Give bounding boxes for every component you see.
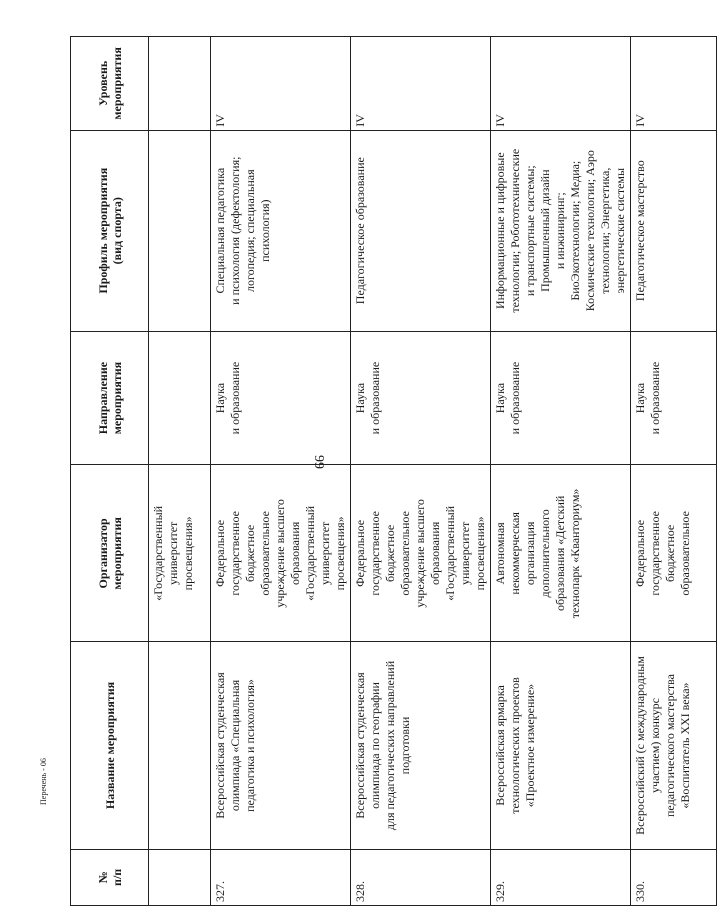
cell-organizer: Автономная некоммерческая организация дополнительного образования «Детский технопарк «Кванториум»: [491, 465, 631, 642]
cell-name: [149, 642, 211, 850]
header-level: Уровень мероприятия: [71, 37, 149, 131]
header-direction: Направление мероприятия: [71, 331, 149, 465]
table-row-continuation: [149, 37, 211, 906]
cell-level: IV: [351, 37, 491, 131]
events-table: [70, 36, 717, 906]
cell-name: Всероссийская студенческая олимпиада по географии для педагогических направлений подготовки: [351, 642, 491, 850]
cell-direction: Наука и образование: [491, 331, 631, 465]
table-row: [631, 37, 717, 906]
cell-level: IV: [631, 37, 717, 131]
cell-name: Всероссийская ярмарка технологических проектов «Проектное измерение»: [491, 642, 631, 850]
cell-profile: Специальная педагогика и психология (дефектология; логопедия; специальная психология): [211, 130, 351, 331]
cell-organizer: Федеральное государственное бюджетное образовательное учреждение высшего образования «Государственный университет просвещения»: [211, 465, 351, 642]
cell-profile: Педагогическое мастерство: [631, 130, 717, 331]
cell-direction: Наука и образование: [631, 331, 717, 465]
cell-num: 330.: [631, 849, 717, 905]
cell-direction: Наука и образование: [211, 331, 351, 465]
table-row: [491, 37, 631, 906]
header-organizer: Организатор мероприятия: [71, 465, 149, 642]
cell-level: IV: [211, 37, 351, 131]
header-num: № п/п: [71, 849, 149, 905]
cell-organizer: Федеральное государственное бюджетное образовательное учреждение высшего образования «Государственный университет просвещения»: [351, 465, 491, 642]
table-row: [211, 37, 351, 906]
cell-profile: Педагогическое образование: [351, 130, 491, 331]
cell-name: Всероссийская студенческая олимпиада «Специальная педагогика и психология»: [211, 642, 351, 850]
cell-name: Всероссийский (с международным участием) конкурс педагогического мастерства «Воспитатель XXI века»: [631, 642, 717, 850]
cell-profile: Информационные и цифровые технологии; Робототехнические и транспортные системы; Промышленный дизайн и инжиниринг; БиоЭкотехнологии; Медиа; Космические технологии; Аэро технологии; Энергетика, энергетические системы: [491, 130, 631, 331]
cell-num: 327.: [211, 849, 351, 905]
header-profile: Профиль мероприятия (вид спорта): [71, 130, 149, 331]
cell-level: [149, 37, 211, 131]
table-header-row: [71, 37, 149, 906]
cell-num: [149, 849, 211, 905]
document-table-frame: [70, 36, 692, 906]
cell-direction: Наука и образование: [351, 331, 491, 465]
cell-organizer: Федеральное государственное бюджетное образовательное: [631, 465, 717, 642]
cell-level: IV: [491, 37, 631, 131]
cell-direction: [149, 331, 211, 465]
footer-note: Перечень - 06: [39, 758, 48, 805]
table-row: [351, 37, 491, 906]
cell-num: 328.: [351, 849, 491, 905]
cell-num: 329.: [491, 849, 631, 905]
page-number: 99: [311, 455, 326, 469]
cell-organizer: «Государственный университет просвещения»: [149, 465, 211, 642]
header-name: Название мероприятия: [71, 642, 149, 850]
cell-profile: [149, 130, 211, 331]
